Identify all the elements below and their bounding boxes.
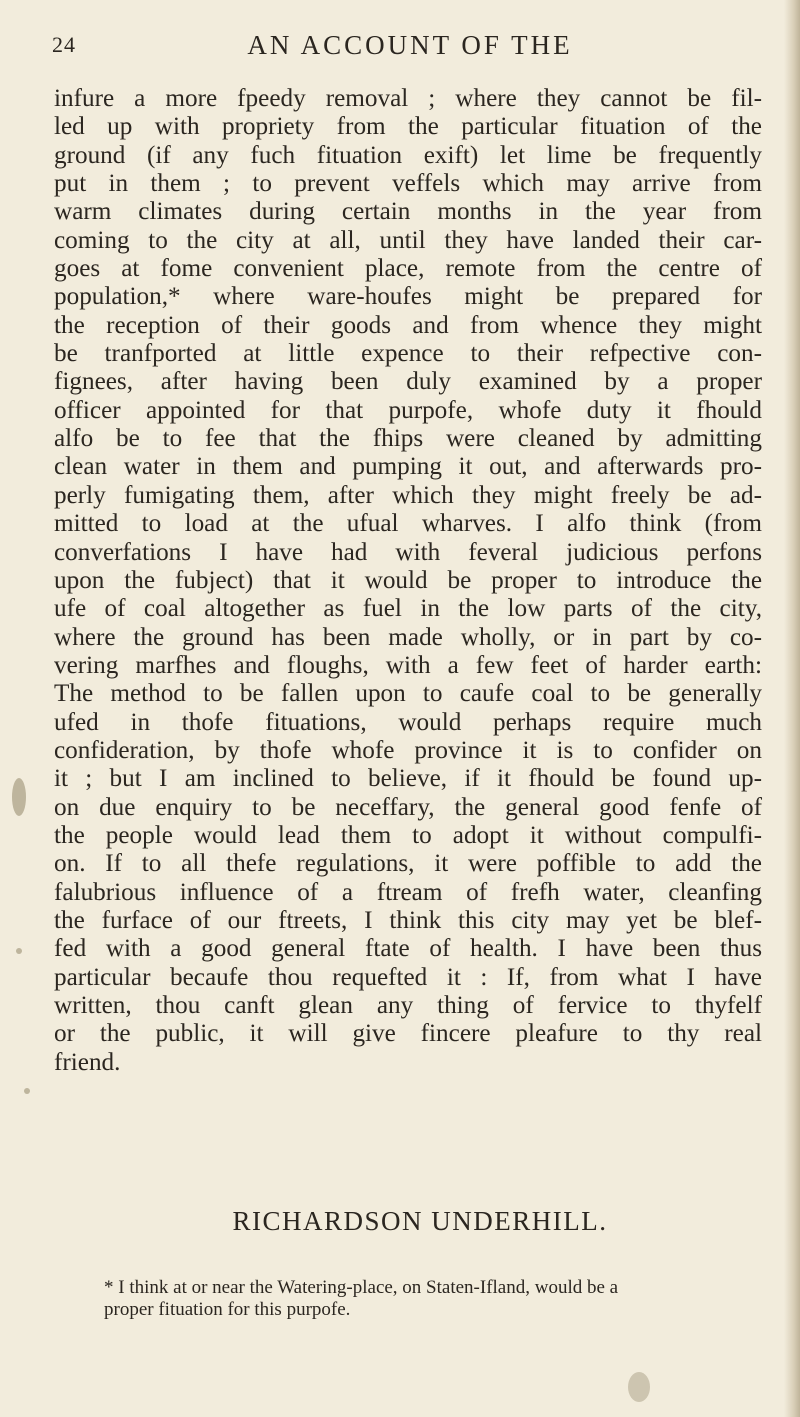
text-line: the reception of their goods and from whence they might [54,311,762,339]
text-line: coming to the city at all, until they have landed their car- [54,226,762,254]
text-line: friend. [54,1048,121,1076]
text-line: put in them ; to prevent veffels which may arrive from [54,170,762,198]
text-line: it ; but I am inclined to believe, if it fhould be found up- [54,765,762,793]
text-line: mitted to load at the ufual wharves. I alfo think (from [54,510,762,538]
page-number: 24 [52,32,76,57]
text-line: The method to be fallen upon to caufe coal to be generally [54,680,762,708]
page-edge-shadow [784,0,800,1417]
footnote-line: proper fituation for this purpofe. [104,1299,351,1320]
text-line: led up with propriety from the particular fituation of the [54,113,762,141]
ink-blot [24,1088,30,1094]
running-head-title: AN ACCOUNT OF THE [247,30,573,60]
text-line: vering marfhes and floughs, with a few feet of harder earth: [54,651,762,679]
text-line: on due enquiry to be neceffary, the general good fenfe of [54,793,762,821]
text-line: warm climates during certain months in the year from [54,198,762,226]
text-line: particular becaufe thou requefted it : If, from what I have [54,963,762,991]
text-line: the furface of our ftreets, I think this city may yet be blef- [54,906,762,934]
text-line: falubrious influence of a ftream of frefh water, cleanfing [54,878,762,906]
text-line: be tranfported at little expence to their refpective con- [54,340,762,368]
text-line: infure a more fpeedy removal ; where they cannot be fil- [54,85,762,112]
ink-blot [16,948,22,954]
text-line: written, thou canft glean any thing of fervice to thyfelf [54,992,762,1019]
text-line: ground (if any fuch fituation exift) let lime be frequently [54,141,762,169]
body-text [54,85,762,1077]
text-line: clean water in them and pumping it out, and afterwards pro- [54,453,762,481]
text-line: fignees, after having been duly examined by a proper [54,368,762,396]
text-line: goes at fome convenient place, remote from the centre of [54,255,762,283]
footnote-line: * I think at or near the Watering-place, on Staten-Ifland, would be a [104,1277,619,1298]
ink-blot [628,1372,650,1402]
text-line: confideration, by thofe whofe province it is to confider on [54,736,762,764]
text-line: population,* where ware-houfes might be prepared for [54,283,762,311]
text-line: fed with a good general ftate of health. I have been thus [54,935,762,963]
running-head [0,28,800,68]
text-line: converfations I have had with feveral judicious perfons [54,538,762,566]
signature: RICHARDSON UNDERHILL. [232,1206,608,1236]
text-line: upon the fubject) that it would be proper to introduce the [54,566,762,594]
text-line: or the public, it will give fincere pleafure to thy real [54,1020,762,1048]
footnote [104,1277,744,1321]
text-line: on. If to all thefe regulations, it were poffible to add the [54,850,762,878]
text-line: alfo be to fee that the fhips were cleaned by admitting [54,425,762,453]
text-line: perly fumigating them, after which they might freely be ad- [54,481,762,509]
text-line: the people would lead them to adopt it without compulfi- [54,821,762,849]
text-line: ufed in thofe fituations, would perhaps require much [54,708,762,736]
text-line: ufe of coal altogether as fuel in the low parts of the city, [54,595,762,623]
text-line: officer appointed for that purpofe, whofe duty it fhould [54,396,762,424]
ink-blot [12,778,26,816]
text-line: where the ground has been made wholly, or in part by co- [54,623,762,651]
